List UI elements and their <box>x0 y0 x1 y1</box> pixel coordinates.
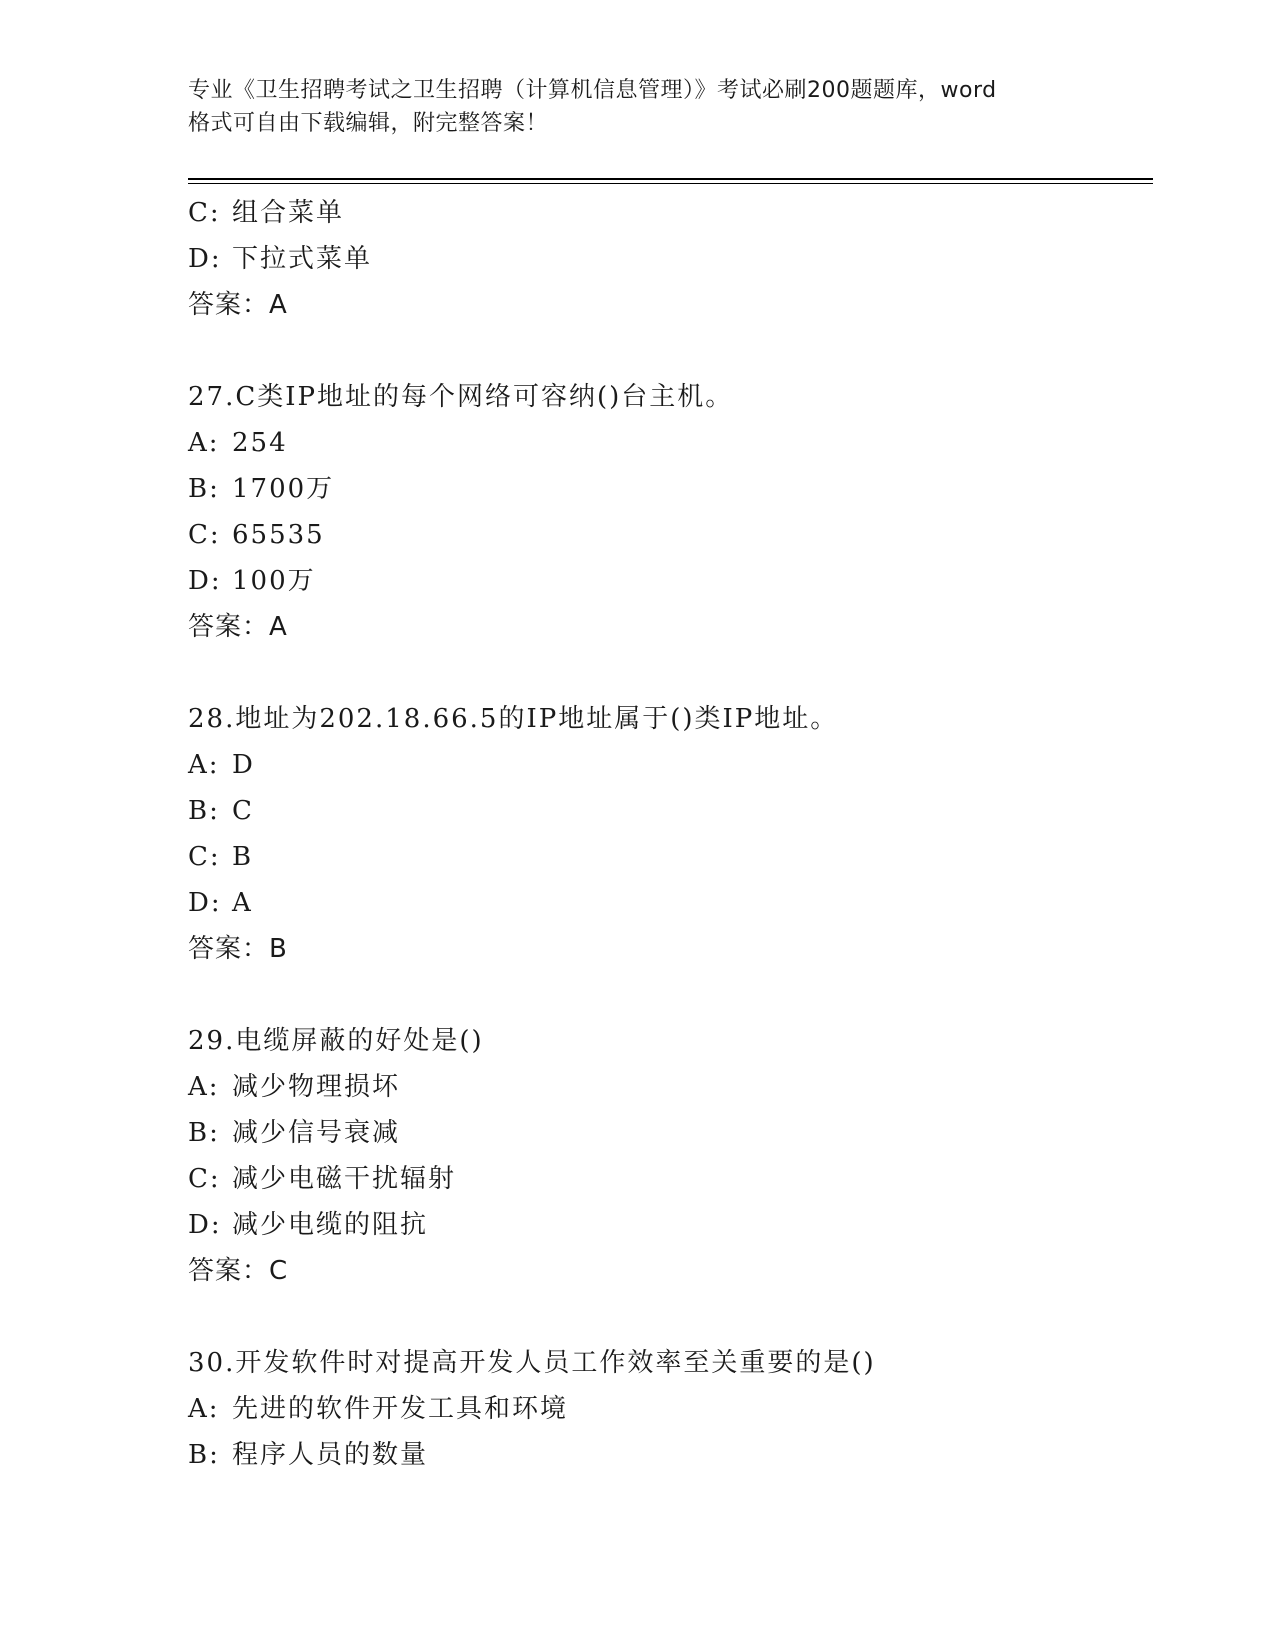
option-label: D: <box>188 244 222 274</box>
option-label: C: <box>188 1164 221 1194</box>
answer-line: 答案：C <box>188 1256 289 1286</box>
option-a <box>188 1064 1153 1110</box>
question-28 <box>188 696 1153 972</box>
option-c <box>188 834 1153 880</box>
option-b <box>188 1432 1153 1478</box>
option-d <box>188 236 1153 282</box>
option-text: B <box>232 842 254 872</box>
spacer <box>188 972 1153 1018</box>
option-label: A: <box>188 1072 220 1102</box>
answer-line: 答案：A <box>188 612 288 642</box>
option-label: D: <box>188 1210 222 1240</box>
option-c <box>188 190 1153 236</box>
option-b <box>188 788 1153 834</box>
option-label: C: <box>188 520 221 550</box>
header-line-2: 格式可自由下载编辑，附完整答案！ <box>188 111 549 136</box>
option-b <box>188 1110 1153 1156</box>
option-label: C: <box>188 842 221 872</box>
option-text: 减少物理损坏 <box>232 1072 401 1102</box>
option-a <box>188 742 1153 788</box>
option-text: C <box>232 796 254 826</box>
option-text: 减少电磁干扰辐射 <box>232 1164 457 1194</box>
option-label: D: <box>188 566 222 596</box>
option-a <box>188 1386 1153 1432</box>
answer-line: 答案：A <box>188 290 288 320</box>
option-text: 组合菜单 <box>232 198 345 228</box>
option-d <box>188 880 1153 926</box>
option-b <box>188 466 1153 512</box>
header-divider-thick <box>188 178 1153 180</box>
option-d <box>188 1202 1153 1248</box>
spacer <box>188 650 1153 696</box>
option-label: B: <box>188 1118 220 1148</box>
option-label: A: <box>188 750 220 780</box>
option-label: B: <box>188 796 220 826</box>
document-header <box>188 74 1088 140</box>
option-text: 减少电缆的阻抗 <box>232 1210 429 1240</box>
question-30 <box>188 1340 1153 1478</box>
option-text: 下拉式菜单 <box>232 244 373 274</box>
option-label: D: <box>188 888 222 918</box>
question-27 <box>188 374 1153 650</box>
option-text: 减少信号衰减 <box>232 1118 401 1148</box>
question-stem: 29.电缆屏蔽的好处是() <box>188 1026 484 1056</box>
option-text: 65535 <box>232 520 325 550</box>
question-list <box>188 190 1153 1478</box>
option-label: A: <box>188 1394 220 1424</box>
option-a <box>188 420 1153 466</box>
option-c <box>188 1156 1153 1202</box>
spacer <box>188 328 1153 374</box>
option-text: A <box>232 888 253 918</box>
header-divider-thin <box>188 183 1153 184</box>
question-26-continued <box>188 190 1153 328</box>
header-line-1: 专业《卫生招聘考试之卫生招聘（计算机信息管理）》考试必刷200题题库，word <box>188 78 997 103</box>
question-stem: 27.C类IP地址的每个网络可容纳()台主机。 <box>188 382 734 412</box>
option-c <box>188 512 1153 558</box>
option-text: 254 <box>232 428 288 458</box>
option-label: B: <box>188 1440 220 1470</box>
question-stem: 28.地址为202.18.66.5的IP地址属于()类IP地址。 <box>188 704 839 734</box>
option-label: C: <box>188 198 221 228</box>
option-label: B: <box>188 474 220 504</box>
spacer <box>188 1294 1153 1340</box>
option-label: A: <box>188 428 220 458</box>
question-29 <box>188 1018 1153 1294</box>
option-d <box>188 558 1153 604</box>
option-text: 程序人员的数量 <box>232 1440 429 1470</box>
question-stem: 30.开发软件时对提高开发人员工作效率至关重要的是() <box>188 1348 876 1378</box>
option-text: 100万 <box>232 566 316 596</box>
answer-line: 答案：B <box>188 934 288 964</box>
option-text: 1700万 <box>232 474 335 504</box>
option-text: 先进的软件开发工具和环境 <box>232 1394 569 1424</box>
option-text: D <box>232 750 255 780</box>
